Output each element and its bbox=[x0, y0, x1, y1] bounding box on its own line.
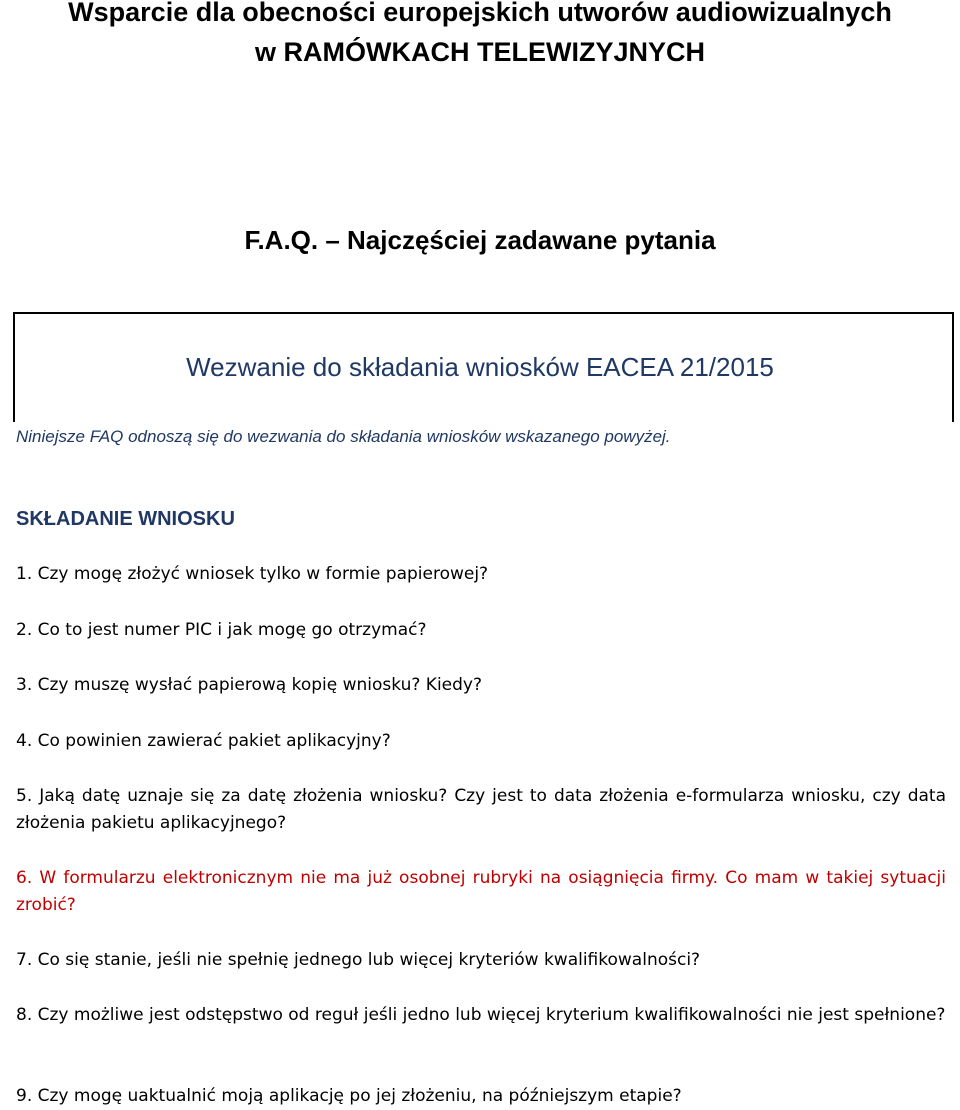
question-6: 6. W formularzu elektronicznym nie ma już osobnej rubryki na osiągnięcia firmy. Co mam w takiej sytuacji zrobić? bbox=[16, 868, 946, 915]
question-7: 7. Co się stanie, jeśli nie spełnię jednego lub więcej kryteriów kwalifikowalności? bbox=[16, 950, 701, 970]
section-heading: SKŁADANIE WNIOSKU bbox=[16, 508, 235, 530]
question-8: 8. Czy możliwe jest odstępstwo od reguł jeśli jedno lub więcej kryterium kwalifikowalności nie jest spełnione? bbox=[16, 1005, 946, 1025]
question-3: 3. Czy muszę wysłać papierową kopię wniosku? Kiedy? bbox=[16, 675, 483, 695]
question-1: 1. Czy mogę złożyć wniosek tylko w formie papierowej? bbox=[16, 564, 489, 584]
document-title-line-2: w RAMÓWKACH TELEWIZYJNYCH bbox=[255, 37, 705, 67]
intro-text: Niniejsze FAQ odnoszą się do wezwania do składania wniosków wskazanego powyżej. bbox=[16, 427, 671, 446]
question-5: 5. Jaką datę uznaje się za datę złożenia wniosku? Czy jest to data złożenia e-formularza wniosku, czy data złożenia pakietu aplikacyjnego? bbox=[16, 786, 946, 833]
faq-heading: F.A.Q. – Najczęściej zadawane pytania bbox=[244, 225, 716, 255]
question-2: 2. Co to jest numer PIC i jak mogę go otrzymać? bbox=[16, 620, 427, 640]
question-9: 9. Czy mogę uaktualnić moją aplikację po jej złożeniu, na późniejszym etapie? bbox=[16, 1086, 682, 1106]
question-4: 4. Co powinien zawierać pakiet aplikacyjny? bbox=[16, 731, 391, 751]
call-title: Wezwanie do składania wniosków EACEA 21/2015 bbox=[186, 352, 774, 382]
document-title bbox=[0, 0, 960, 72]
document-title-line-1: Wsparcie dla obecności europejskich utworów audiowizualnych bbox=[68, 0, 892, 27]
